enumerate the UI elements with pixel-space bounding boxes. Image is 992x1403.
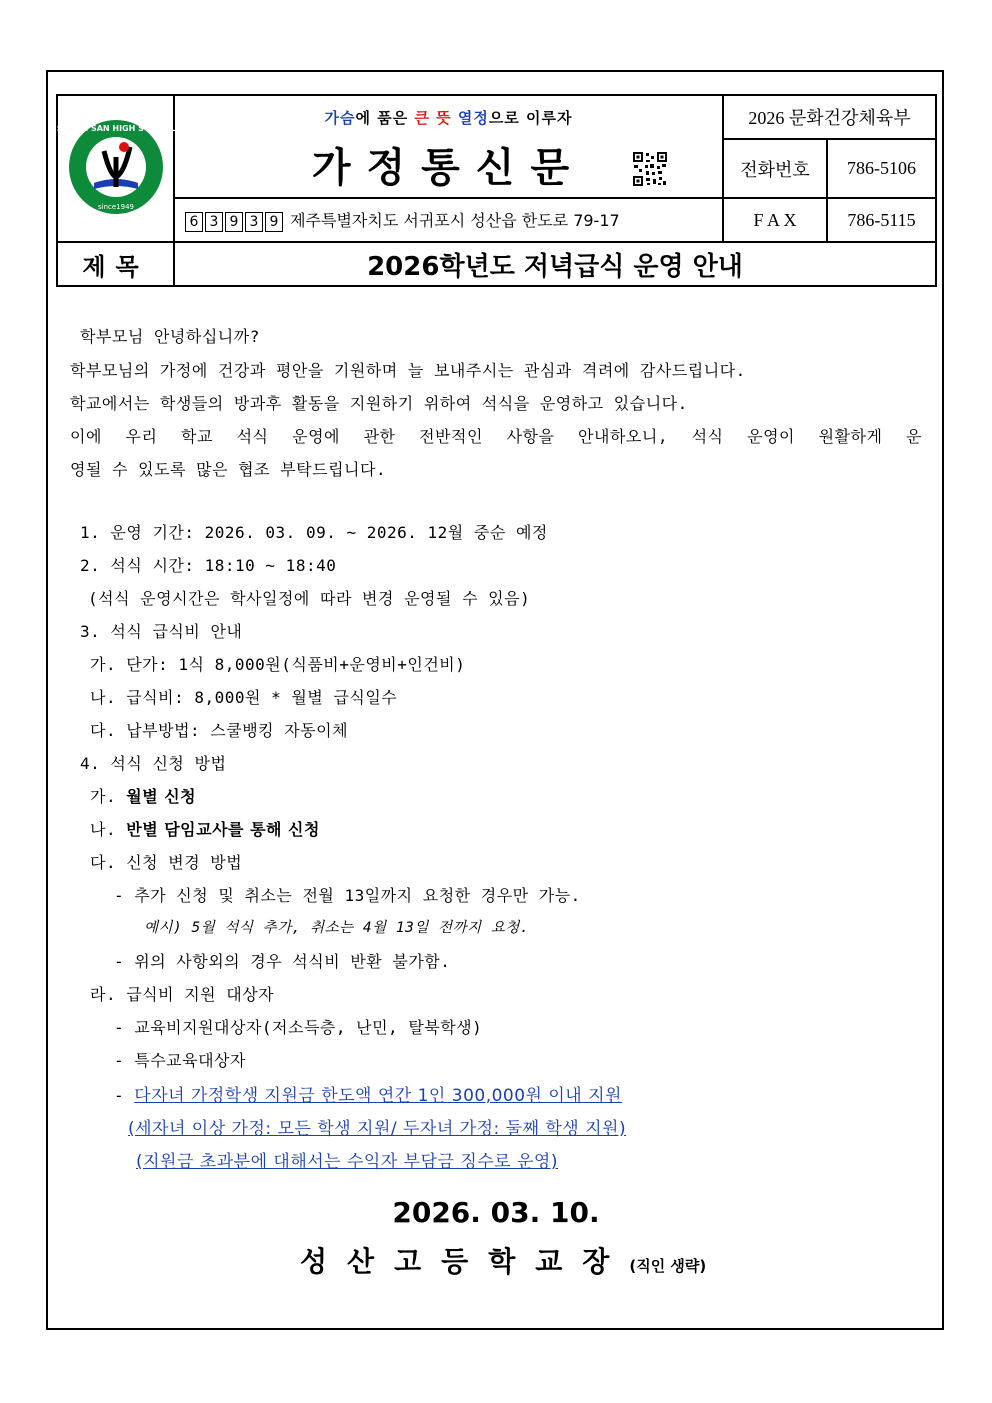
postal-digit: 3 [245,212,263,232]
paragraph-3b: 영될 수 있도록 많은 협조 부탁드립니다. [70,460,387,479]
item-2: 2. 석식 시간: 18:10 ~ 18:40 [80,556,337,575]
item-4d-3: - 다자녀 가정학생 지원금 한도액 연간 1인 300,000원 이내 지원 [114,1086,622,1106]
item-2-note: (석식 운영시간은 학사일정에 따라 변경 운영될 수 있음) [88,589,531,608]
school-logo-cell [57,95,174,242]
school-logo-icon [56,117,175,217]
slogan-cell [174,95,723,139]
paragraph-1: 학부모님의 가정에 건강과 평안을 기원하며 늘 보내주시는 관심과 격려에 감사드립니다. [70,361,746,380]
item-3a: 가. 단가: 1식 8,000원(식품비+운영비+인건비) [90,655,466,674]
subject-label: 제목 [57,242,174,286]
logo-since: since1949 [97,202,134,211]
item-4d: 라. 급식비 지원 대상자 [90,985,275,1004]
item-4d-2: - 특수교육대상자 [114,1051,246,1070]
page-title: 가정통신문 [311,145,586,191]
postal-digit: 6 [185,212,203,232]
subject-title: 2026학년도 저녁급식 운영 안내 [174,242,936,286]
item-1: 1. 운영 기간: 2026. 03. 09. ~ 2026. 12월 중순 예정 [80,523,548,542]
item-4c: 다. 신청 변경 방법 [90,853,243,872]
slogan: 가슴에 품은 큰 뜻 열정으로 이루자 [324,108,573,127]
postal-digit: 3 [205,212,223,232]
phone-label: 전화번호 [723,139,827,198]
address-cell [174,198,723,242]
item-4c-2: - 위의 사항외의 경우 석식비 반환 불가함. [114,952,451,971]
logo-text: SEONG SAN HIGH SCHOOL [56,123,175,133]
phone-number: 786-5106 [827,139,936,198]
item-4d-3a: (세자녀 이상 가정: 모든 학생 지원/ 두자녀 가정: 둘째 학생 지원) [128,1119,627,1139]
paragraph-3a: 이에 우리 학교 석식 운영에 관한 전반적인 사항을 안내하오니, 석식 운영이 원활하게 운 [70,427,922,446]
seal-note: (직인 생략) [629,1257,707,1275]
item-4: 4. 석식 신청 방법 [80,754,227,773]
fax-number: 786-5115 [827,198,936,242]
postal-digit: 9 [265,212,283,232]
signer: 성산고등학교장 [300,1245,630,1278]
item-4c-example: 예시) 5월 석식 추가, 취소는 4월 13일 전까지 요청. [144,920,530,936]
department: 2026 문화건강체육부 [723,95,936,139]
address: 제주특별자치도 서귀포시 성산읍 한도로 79-17 [290,211,620,230]
issue-date: 2026. 03. 10. [392,1196,600,1229]
postal-digit: 9 [225,212,243,232]
item-4b: 나. 반별 담임교사를 통해 신청 [90,820,320,839]
signature-line [300,1240,706,1280]
qr-code-icon[interactable] [632,151,668,187]
item-4c-1: - 추가 신청 및 취소는 전월 13일까지 요청한 경우만 가능. [114,886,581,905]
item-3c: 다. 납부방법: 스쿨뱅킹 자동이체 [90,721,349,740]
title-cell [174,139,723,198]
item-4d-3b: (지원금 초과분에 대해서는 수익자 부담금 징수로 운영) [136,1152,558,1172]
header-table [56,94,937,287]
paragraph-2: 학교에서는 학생들의 방과후 활동을 지원하기 위하여 석식을 운영하고 있습니다. [70,394,688,413]
item-4d-1: - 교육비지원대상자(저소득층, 난민, 탈북학생) [114,1018,483,1037]
item-3: 3. 석식 급식비 안내 [80,622,243,641]
item-4a: 가. 월별 신청 [90,787,197,806]
fax-label: F A X [723,198,827,242]
item-3b: 나. 급식비: 8,000원 * 월별 급식일수 [90,688,398,707]
greeting: 학부모님 안녕하십니까? [80,327,260,346]
